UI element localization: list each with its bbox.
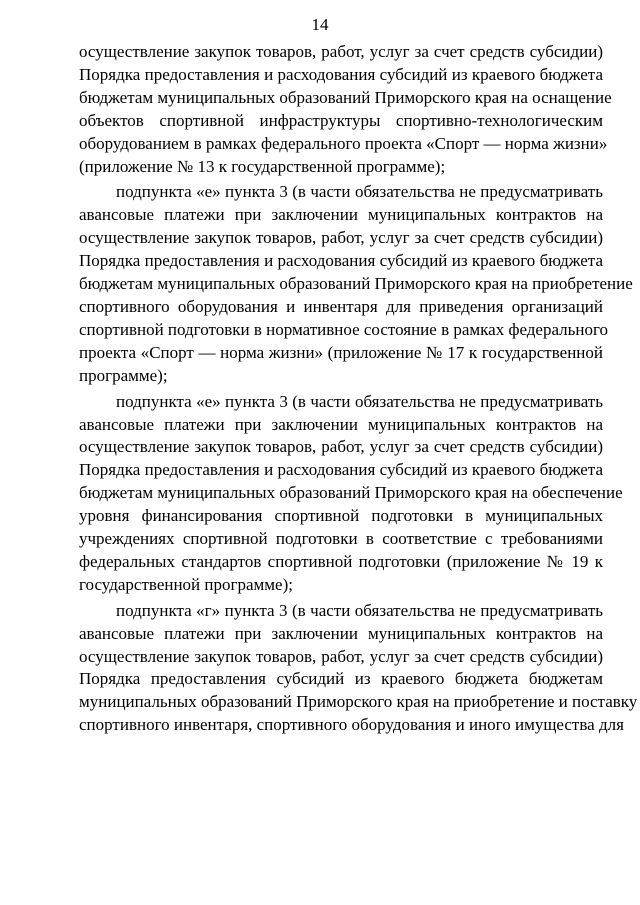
text-line: бюджетам муниципальных образований Приморского края на оснащение	[79, 87, 612, 107]
paragraph-subitem-e-appendix-17	[79, 181, 633, 387]
paragraph-subitem-e-appendix-19	[79, 391, 623, 597]
text-line: осуществление закупок товаров, работ, услуг за счет средств субсидии)	[79, 228, 603, 248]
text-line: проекта «Спорт — норма жизни» (приложение № 17 к государственной	[79, 342, 603, 362]
text-line: бюджетам муниципальных образований Приморского края на обеспечение	[79, 483, 623, 503]
text-line: Порядка предоставления и расходования субсидий из краевого бюджета	[79, 64, 603, 84]
text-line: Порядка предоставления субсидий из краевого бюджета бюджетам	[79, 669, 603, 689]
page-number: 14	[311, 15, 329, 34]
text-line: спортивного оборудования и инвентаря для приведения организаций	[79, 296, 603, 316]
text-line: осуществление закупок товаров, работ, услуг за счет средств субсидии)	[79, 437, 603, 457]
text-line: спортивного инвентаря, спортивного оборудования и иного имущества для	[79, 715, 624, 735]
text-line: осуществление закупок товаров, работ, услуг за счет средств субсидии)	[79, 42, 603, 61]
text-line: авансовые платежи при заключении муниципальных контрактов на	[79, 414, 603, 434]
text-line: муниципальных образований Приморского края на приобретение и поставку	[79, 692, 638, 712]
text-line: Порядка предоставления и расходования субсидий из краевого бюджета	[79, 460, 603, 480]
text-line: (приложение № 13 к государственной программе);	[79, 156, 446, 176]
text-line: подпункта «г» пункта 3 (в части обязательства не предусматривать	[116, 600, 603, 620]
text-line: бюджетам муниципальных образований Приморского края на приобретение	[79, 274, 633, 294]
text-line: объектов спортивной инфраструктуры спортивно-технологическим	[79, 110, 603, 130]
text-line: осуществление закупок товаров, работ, услуг за счет средств субсидии)	[79, 646, 603, 666]
paragraph-subitem-g	[79, 600, 638, 737]
text-line: государственной программе);	[79, 574, 293, 594]
paragraph-continuation	[79, 41, 612, 178]
text-line: учреждениях спортивной подготовки в соответствие с требованиями	[79, 529, 603, 549]
document-body	[79, 41, 638, 737]
text-line: уровня финансирования спортивной подготовки в муниципальных	[79, 506, 603, 526]
text-line: авансовые платежи при заключении муниципальных контрактов на	[79, 205, 603, 225]
text-line: авансовые платежи при заключении муниципальных контрактов на	[79, 623, 603, 643]
text-line: программе);	[79, 365, 168, 385]
text-line: подпункта «е» пункта 3 (в части обязательства не предусматривать	[116, 391, 603, 411]
text-line: федеральных стандартов спортивной подготовки (приложение № 19 к	[79, 551, 603, 571]
text-line: оборудованием в рамках федерального проекта «Спорт — норма жизни»	[79, 133, 608, 153]
text-line: подпункта «е» пункта 3 (в части обязательства не предусматривать	[116, 182, 603, 202]
text-line: спортивной подготовки в нормативное состояние в рамках федерального	[79, 319, 609, 339]
text-line: Порядка предоставления и расходования субсидий из краевого бюджета	[79, 251, 603, 271]
